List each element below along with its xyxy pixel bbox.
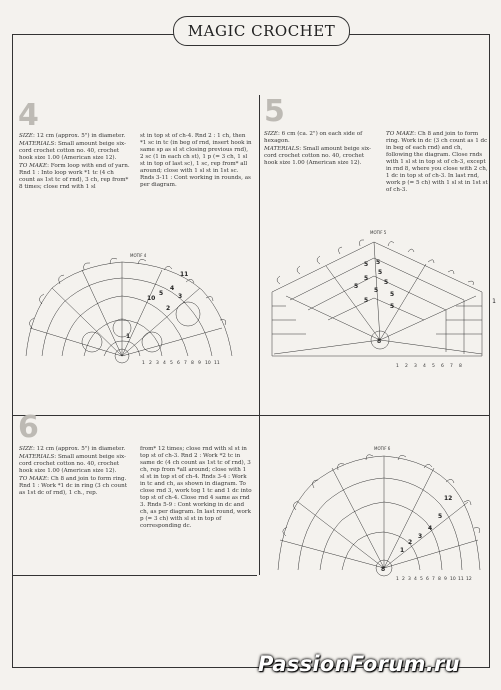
page-header <box>173 16 350 46</box>
round-label: 5 <box>378 269 383 276</box>
scale-tick: 8 <box>438 577 441 582</box>
scale-tick: 10 <box>450 577 456 582</box>
motif-5-scale <box>396 363 462 369</box>
section-6-materials <box>19 454 131 475</box>
section-5-instructions-col2 <box>386 131 490 195</box>
page-number: 1 <box>492 298 496 305</box>
scale-tick: 7 <box>432 577 435 582</box>
motif-4-round-numbers <box>126 271 188 340</box>
scale-tick: 1 <box>142 361 145 366</box>
to-make-text: : Ch 8 and join to form ring. Rnd 1 : Work *1 dc in ring (3 ch count as 1st dc of rnd), 1 ch., rep. <box>19 476 127 496</box>
materials-label: MATERIALS <box>264 146 300 152</box>
materials-label: MATERIALS <box>19 141 55 147</box>
scale-tick: 7 <box>184 361 187 366</box>
motif-6-diagram <box>268 452 490 588</box>
size-text: : 12 cm (approx. 5") in diameter. <box>33 133 126 139</box>
scale-tick: 9 <box>444 577 447 582</box>
round-label: 1 <box>400 547 405 554</box>
to-make-label: TO MAKE <box>19 476 48 482</box>
scale-tick: 9 <box>198 361 201 366</box>
section-6-number: 6 <box>18 410 39 445</box>
section-4-number: 4 <box>18 98 39 133</box>
round-label: 3 <box>178 293 183 300</box>
scale-tick: 10 <box>205 361 211 366</box>
scale-tick: 5 <box>432 364 435 369</box>
motif-6-round-numbers <box>381 495 452 573</box>
round-label: 5 <box>374 287 379 294</box>
watermark-text: PassionForum.ru <box>258 652 460 676</box>
motif-4-diagram <box>22 258 242 366</box>
scale-tick: 3 <box>414 364 417 369</box>
scale-tick: 5 <box>420 577 423 582</box>
round-label: 4 <box>170 285 175 292</box>
scale-tick: 8 <box>459 364 462 369</box>
round-label: 4 <box>428 525 433 532</box>
section-4-to-make <box>19 163 131 191</box>
section-6-instructions-col2: from* 12 times; close rnd with sl st in top st of ch-3. Rnd 2 : Work *2 tc in same dc (4 ch count as 1st tc of rnd), 3 ch, rep from *all around; close with 1 sl st in top st of ch-4. Rnds 3-4 : Work in tc and ch, as shown in diagram. To close rnd 3, work tog 1 tc and 1 dc into top st of ch-4. Close rnd 4 same as rnd 3. Rnds 5-9 : Cont working in dc and ch, as per diagram. In last round, work p (= 3 ch) with sl st in top of corresponding dc. <box>140 446 252 529</box>
round-label: 5 <box>390 303 395 310</box>
round-label: 8 <box>377 338 382 345</box>
section-6-to-make <box>19 476 131 497</box>
motif-4-label: MOTIF 4 <box>130 253 147 258</box>
section-4-materials <box>19 141 131 162</box>
materials-label: MATERIALS <box>19 454 55 460</box>
scale-tick: 6 <box>441 364 444 369</box>
scale-tick: 7 <box>450 364 453 369</box>
round-label: 5 <box>376 259 381 266</box>
column-divider <box>259 95 260 415</box>
column-divider-lower <box>259 415 260 575</box>
scale-tick: 4 <box>414 577 417 582</box>
to-make-text: : Form loop with end of yarn. Rnd 1 : Into loop work *1 tc (4 ch count as 1st tc of rnd), 3 ch, rep from* 8 times; close rnd with 1 sl <box>19 163 130 190</box>
scale-tick: 4 <box>163 361 166 366</box>
size-text: : 6 cm (ca. 2") on each side of hexagon. <box>264 131 363 144</box>
round-label: 5 <box>390 291 395 298</box>
round-label: 2 <box>408 539 413 546</box>
size-text: : 12 cm (approx. 5") in diameter. <box>33 446 126 452</box>
round-label: 5 <box>159 290 164 297</box>
materials-text: : Small amount beige six-cord crochet cotton no. 40, crochet hook size 1.00 (American size 12). <box>264 146 371 166</box>
round-label: 8 <box>381 566 386 573</box>
section-4-instructions-col1 <box>19 133 131 192</box>
section-5-to-make <box>386 131 490 194</box>
section-5-number: 5 <box>264 94 285 129</box>
scale-tick: 1 <box>396 364 399 369</box>
round-label: 11 <box>180 271 189 278</box>
round-label: 5 <box>364 275 369 282</box>
section-5-materials <box>264 146 378 167</box>
scale-tick: 6 <box>177 361 180 366</box>
motif-4-scale <box>142 360 220 366</box>
round-label: 10 <box>147 295 156 302</box>
round-label: 5 <box>364 297 369 304</box>
section-6-instructions-col1 <box>19 446 131 498</box>
materials-text: : Small amount beige six-cord crochet cotton no. 40, crochet hook size 1.00 (American size 12). <box>19 141 126 161</box>
section-5-instructions-col1 <box>264 131 378 168</box>
section-4-instructions-col2: st in top st of ch-4. Rnd 2 : 1 ch, then *1 sc in tc (in beg of rnd, insert hook in same sp as sl st closing previous rnd), 2 sc (1 in each ch st), 1 p (= 3 ch, 1 sl st in top of last sc), 1 sc, rep from* all around; close with 1 sl st in 1st sc. Rnds 3-11 : Cont working in rounds, as per diagram. <box>140 133 252 188</box>
scale-tick: 11 <box>214 361 220 366</box>
scale-tick: 6 <box>426 577 429 582</box>
round-label: 3 <box>418 533 423 540</box>
scale-tick: 8 <box>191 361 194 366</box>
section-6-size <box>19 446 131 453</box>
scale-tick: 11 <box>458 577 464 582</box>
scale-tick: 12 <box>466 577 472 582</box>
round-label: 5 <box>364 261 369 268</box>
to-make-label: TO MAKE <box>19 163 48 169</box>
scale-tick: 5 <box>170 361 173 366</box>
to-make-label: TO MAKE <box>386 131 415 137</box>
size-label: SIZE <box>19 446 34 452</box>
scale-tick: 2 <box>402 577 405 582</box>
scale-tick: 1 <box>396 577 399 582</box>
round-label: 5 <box>354 283 359 290</box>
scale-tick: 2 <box>149 361 152 366</box>
section-4-size <box>19 133 131 140</box>
scale-tick: 3 <box>408 577 411 582</box>
section-5-size <box>264 131 378 145</box>
motif-5-label: MOTIF 5 <box>370 230 387 235</box>
header-title: MAGIC CROCHET <box>187 22 336 40</box>
section-6-bottom-rule <box>13 575 257 576</box>
motif-4-stitches <box>26 258 232 363</box>
motif-6-scale <box>396 576 472 582</box>
round-label: 2 <box>166 305 171 312</box>
scale-tick: 4 <box>423 364 426 369</box>
round-label: 1 <box>126 333 131 340</box>
materials-text: : Small amount beige six-cord crochet cotton no. 40, crochet hook size 1.00 (American size 12). <box>19 454 126 474</box>
round-label: 5 <box>384 279 389 286</box>
scale-tick: 3 <box>156 361 159 366</box>
round-label: 12 <box>444 495 453 502</box>
round-label: 5 <box>438 513 443 520</box>
size-label: SIZE <box>264 131 279 137</box>
scale-tick: 2 <box>405 364 408 369</box>
size-label: SIZE <box>19 133 34 139</box>
motif-6-stitches <box>278 455 480 576</box>
motif-6-label: MOTIF 6 <box>374 446 391 451</box>
motif-5-diagram <box>266 236 488 376</box>
to-make-text: : Ch 8 and join to form ring. Work in dc (3 ch count as 1 dc in beg of each rnd) and ch, following the diagram. Close rnds with 1 sl st in top st of ch-3, except in rnd 8, where you close with 2 ch, 1 dc in top st of ch-3. In last rnd, work p (= 5 ch) with 1 sl st in 1st st of ch-3. <box>386 131 488 193</box>
section-divider <box>13 415 489 416</box>
